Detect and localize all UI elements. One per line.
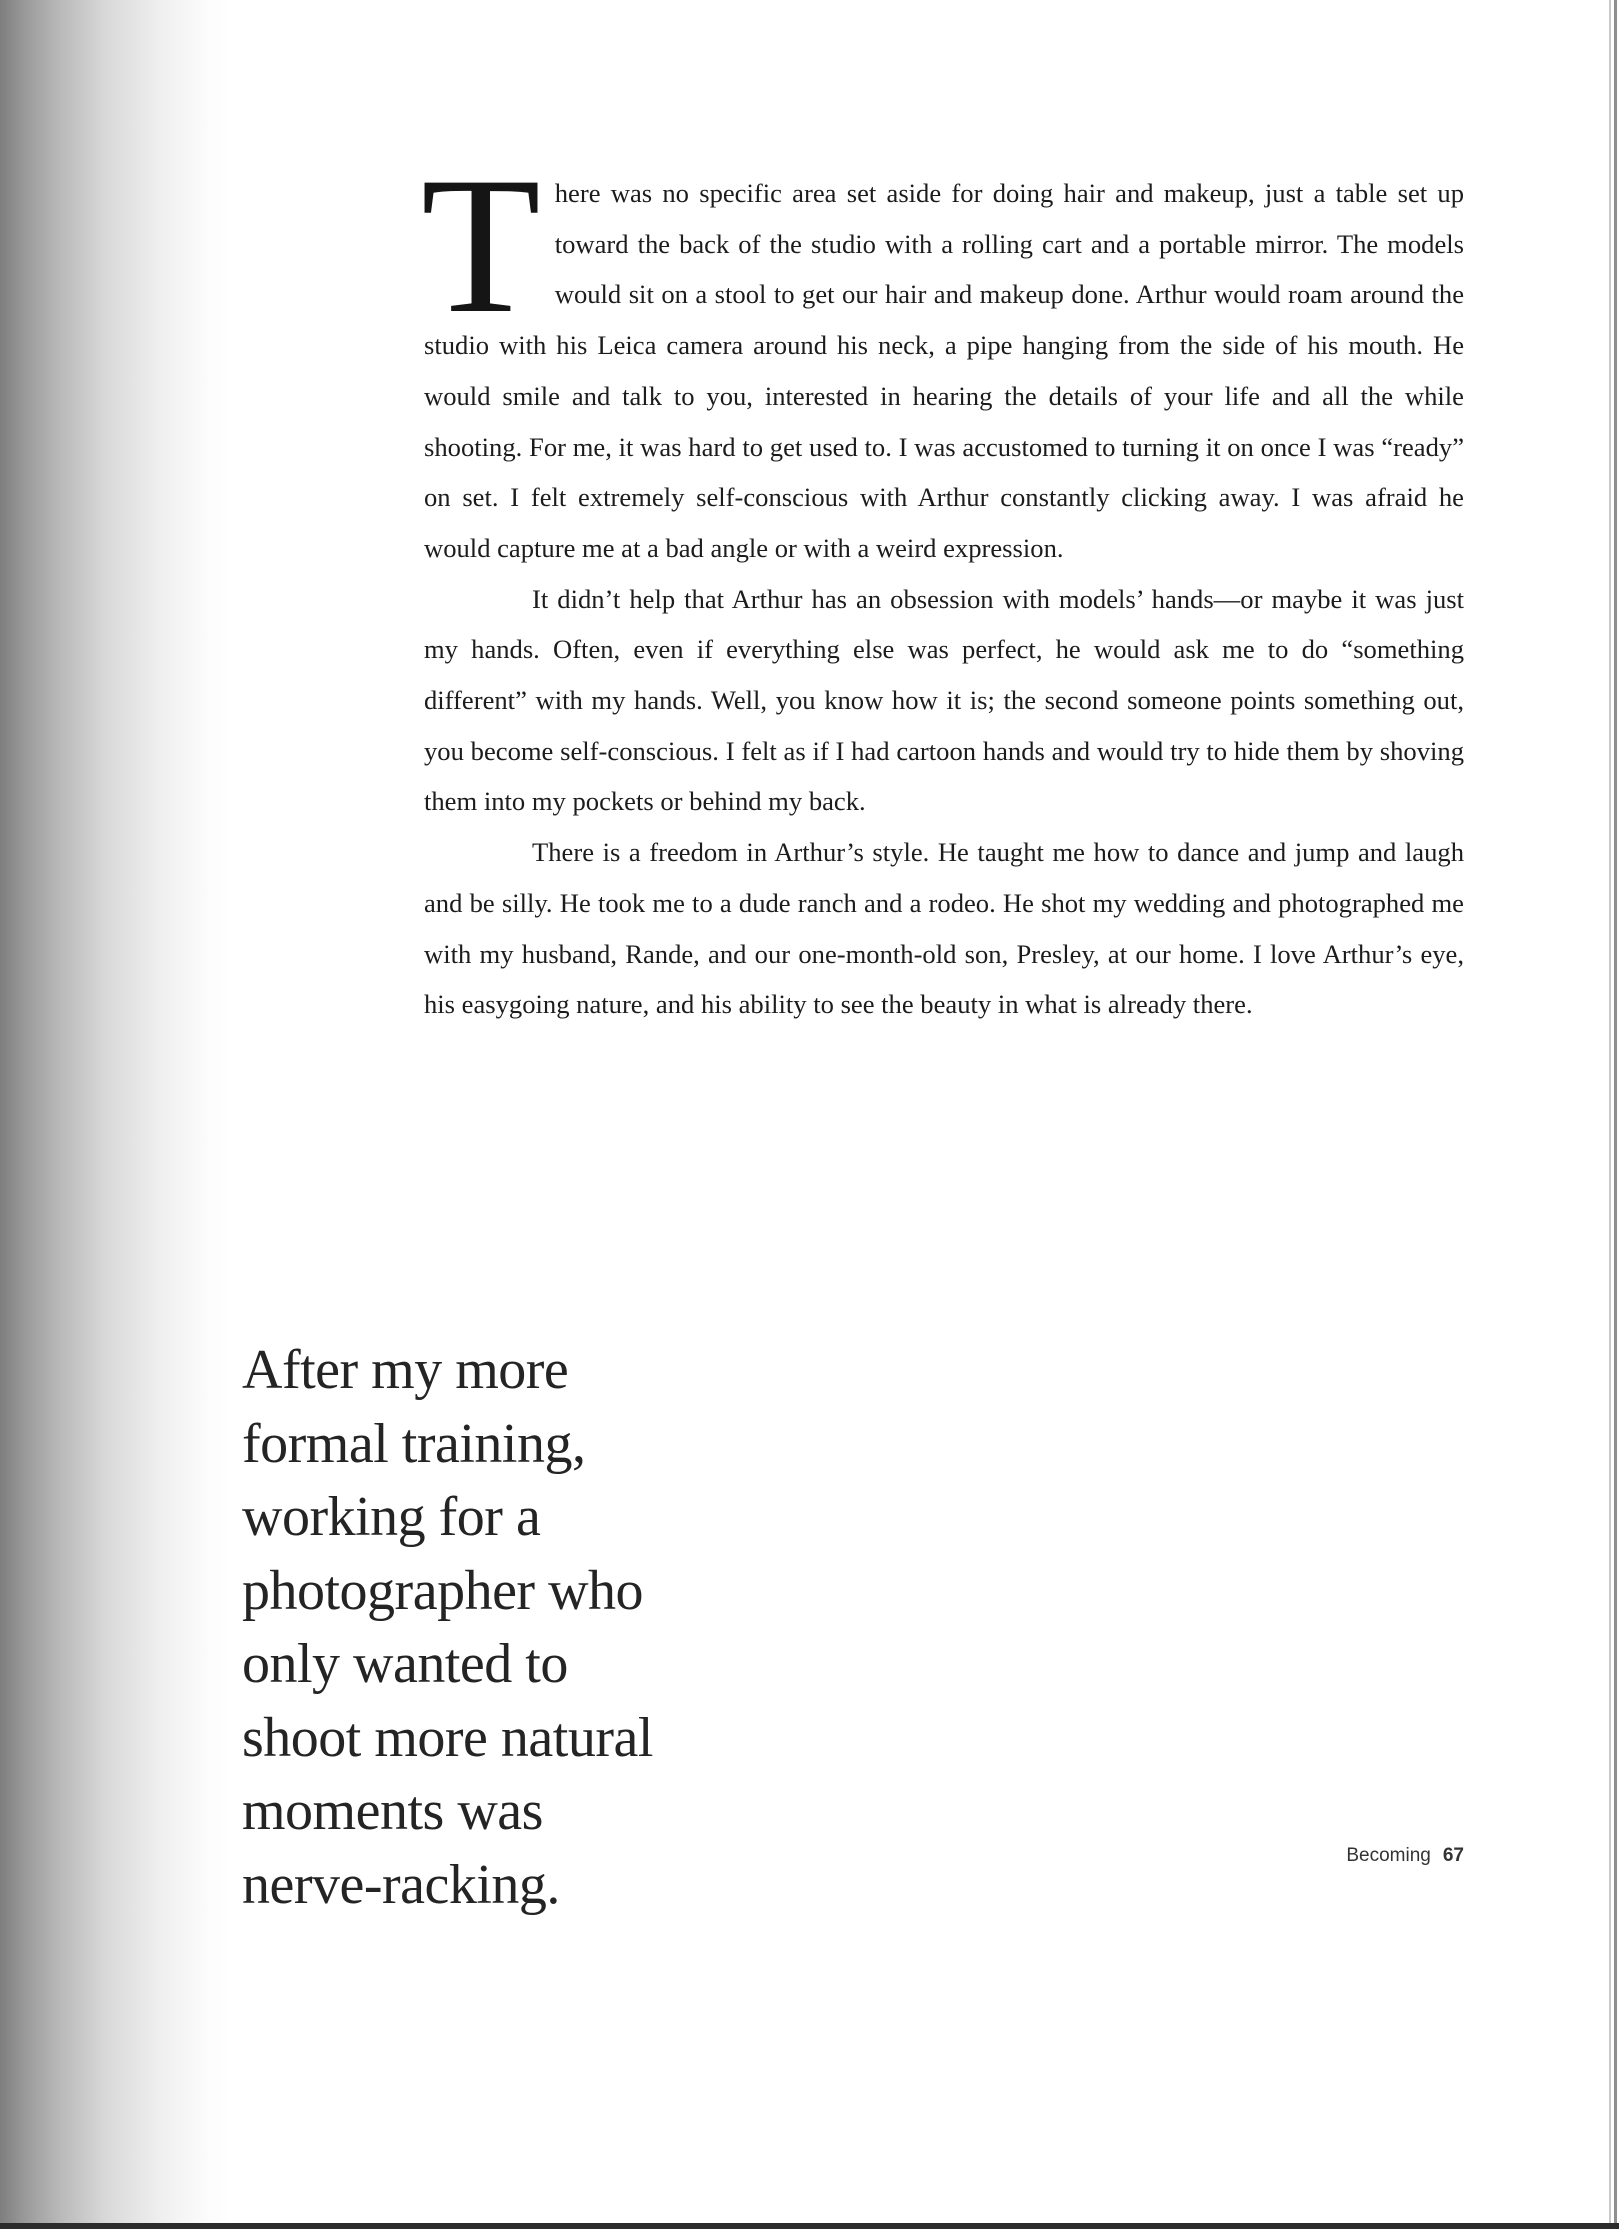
pull-quote-line: nerve-racking. (242, 1853, 560, 1916)
pull-quote-line: only wanted to (242, 1633, 568, 1695)
pull-quote (242, 1334, 762, 1922)
page-edge-bottom (0, 2223, 1619, 2229)
running-title: Becoming (1346, 1845, 1431, 1866)
paragraph-3: There is a freedom in Arthur’s style. He taught me how to dance and jump and laugh and be silly. He took me to a dude ranch and a rodeo. He shot my wedding and photographed me with my husband, Rande, and our one-month-old son, Presley, at our home. I love Arthur’s eye, his easygoing nature, and his ability to see the beauty in what is already there. (424, 837, 1464, 1020)
page-edge-right (1609, 0, 1611, 2229)
body-text (421, 137, 1464, 1030)
pull-quote-line: After my more (242, 1339, 569, 1401)
paragraph-1 (421, 137, 1464, 574)
pull-quote-line: formal training, (242, 1412, 586, 1475)
page-footer (1290, 1845, 1464, 1867)
page-edge-right-dark (1614, 0, 1617, 2229)
page-number: 67 (1442, 1845, 1464, 1866)
pull-quote-line: photographer who (242, 1559, 644, 1622)
paragraph-1-text: here was no specific area set aside for doing hair and makeup, just a table set up toward the back of the studio with a rolling cart and a portable mirror. The models would sit on a stool to get our hair and makeup done. Arthur would roam around the studio with his Leica camera around his neck, a pipe hanging from the side of his mouth. He would smile and talk to you, interested in hearing the details of your life and all the while shooting. For me, it was hard to get used to. I was accustomed to turning it on once I was “ready” on set. I felt extremely self-conscious with Arthur constantly clicking away. I was afraid he would capture me at a bad angle or with a weird expression. (424, 178, 1464, 563)
pull-quote-line: shoot more natural (242, 1706, 653, 1769)
pull-quote-line: moments was (242, 1780, 543, 1842)
paragraph-2: It didn’t help that Arthur has an obsession with models’ hands—or maybe it was just my hands. Often, even if everything else was perfect, he would ask me to do “something different” with my hands. Well, you know how it is; the second someone points something out, you become self-conscious. I felt as if I had cartoon hands and would try to hide them by shoving them into my pockets or behind my back. (424, 583, 1464, 817)
drop-cap: T (421, 137, 541, 354)
pull-quote-line: working for a (242, 1486, 541, 1548)
page-gutter-shadow (0, 0, 230, 2229)
